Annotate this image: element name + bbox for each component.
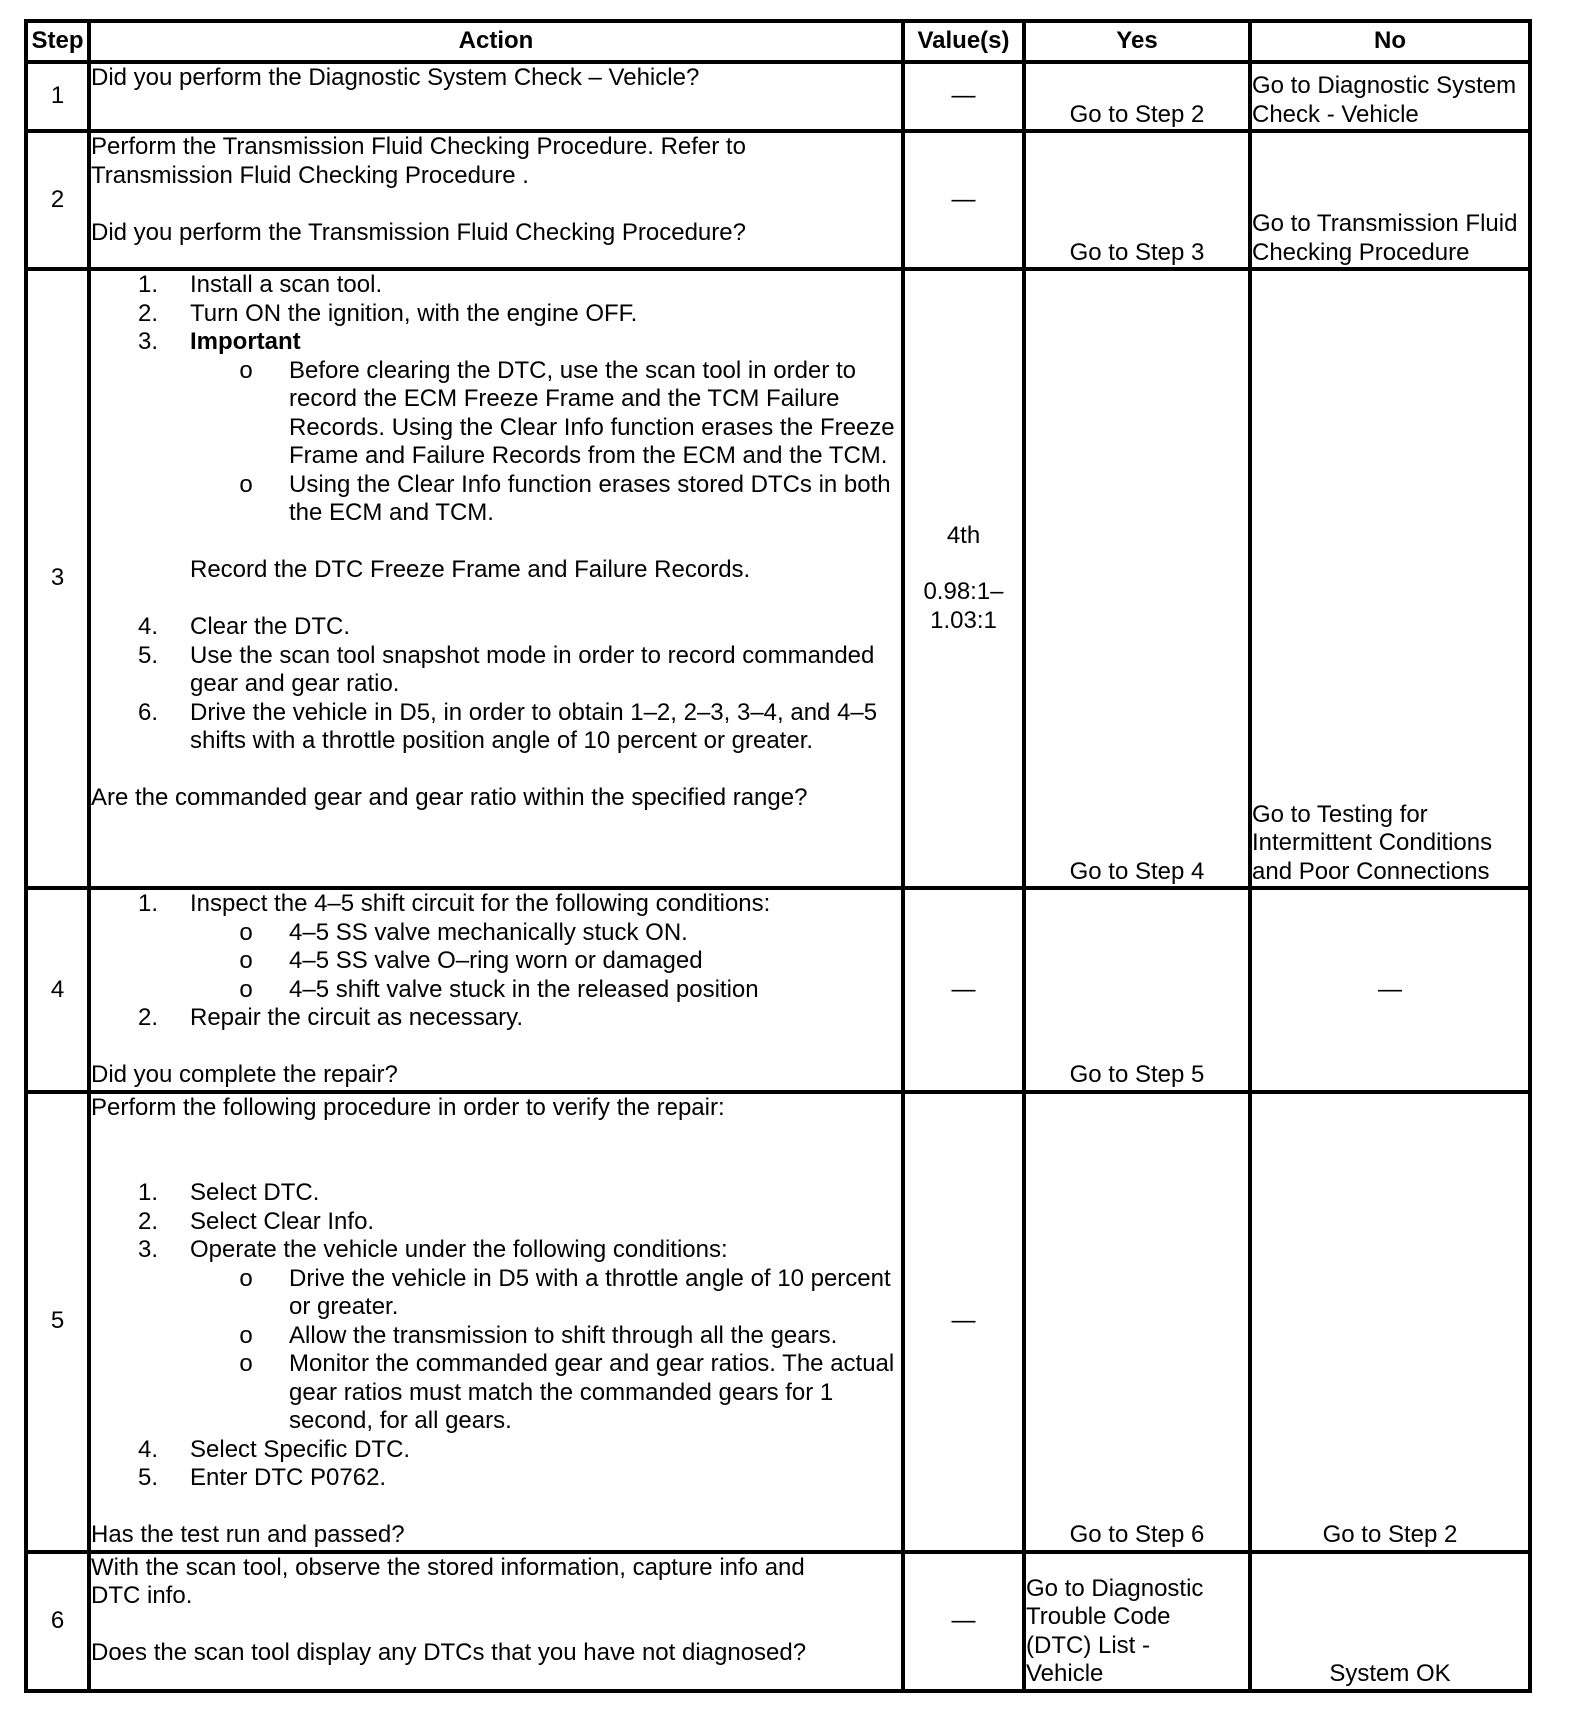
condition-sublist <box>91 1265 901 1436</box>
value-cell <box>903 269 1024 888</box>
list-item: 2. Turn ON the ignition, with the engine OFF. <box>137 299 638 327</box>
yes-link[interactable]: Go to Step 2 <box>1024 62 1250 131</box>
list-item: 1. Select DTC. <box>137 1179 320 1206</box>
value-ratio: 0.98:1–1.03:1 <box>923 578 1004 634</box>
action-intro: With the scan tool, observe the stored information, capture info and DTC info. <box>91 1553 805 1609</box>
action-question: Did you perform the Diagnostic System Check – Vehicle? <box>91 64 700 91</box>
step-row-1 <box>26 62 1530 131</box>
value-cell: — <box>903 888 1024 1092</box>
step-row-6 <box>26 1552 1530 1691</box>
action-question: Are the commanded gear and gear ratio within the specified range? <box>91 784 808 811</box>
list-item: 2. Repair the circuit as necessary. <box>137 1004 524 1031</box>
procedure-list <box>91 271 901 528</box>
yes-link[interactable]: Go to Step 3 <box>1024 131 1250 269</box>
list-item-important: 3. Important o Before clearing the DTC, use the scan tool in order to record the ECM Freeze Frame and the TCM Failure Records. Using the Clear Info function erases the Freeze Frame and Failure Records from the ECM and the TCM. o Using the Clear Info function erases stored DTCs in both the ECM and TCM. <box>91 328 901 528</box>
procedure-list <box>91 613 901 756</box>
header-step: Step <box>26 21 89 62</box>
important-sublist <box>91 357 901 528</box>
no-link[interactable]: Go to Testing for Intermittent Conditions and Poor Connections <box>1250 269 1530 888</box>
list-item: 2. Select Clear Info. <box>137 1207 375 1235</box>
action-cell <box>89 1092 903 1552</box>
header-action: Action <box>89 21 903 62</box>
procedure-list <box>91 890 901 1033</box>
step-number: 5 <box>26 1092 89 1552</box>
no-link[interactable]: Go to Step 2 <box>1250 1092 1530 1552</box>
action-question: Has the test run and passed? <box>91 1521 405 1548</box>
list-item: 1. Inspect the 4–5 shift circuit for the following conditions: o 4–5 SS valve mechanically stuck ON. o 4–5 SS valve O–ring worn or damaged o 4–5 shift valve stuck in the released position <box>91 890 901 1004</box>
value-gear: 4th <box>946 521 981 549</box>
sub-item: o 4–5 SS valve mechanically stuck ON. <box>239 918 688 946</box>
action-cell <box>89 888 903 1092</box>
step-row-3 <box>26 269 1530 888</box>
diagnostic-table <box>24 19 1532 1693</box>
condition-sublist <box>91 919 901 1005</box>
step-row-2 <box>26 131 1530 269</box>
value-cell: — <box>903 131 1024 269</box>
sub-item: o Monitor the commanded gear and gear ratios. The actual gear ratios must match the commanded gears for 1 second, for all gears. <box>239 1350 895 1434</box>
value-cell: — <box>903 1552 1024 1691</box>
sub-item: o Before clearing the DTC, use the scan tool in order to record the ECM Freeze Frame and the TCM Failure Records. Using the Clear Info function erases the Freeze Frame and Failure Records from the ECM and the TCM. <box>239 356 895 469</box>
action-intro: Perform the following procedure in order to verify the repair: <box>91 1093 725 1121</box>
sub-item: o 4–5 SS valve O–ring worn or damaged <box>239 947 703 974</box>
step-number: 4 <box>26 888 89 1092</box>
list-item: 4. Clear the DTC. <box>137 613 351 640</box>
action-question: Does the scan tool display any DTCs that you have not diagnosed? <box>91 1639 807 1666</box>
list-item: 3. Operate the vehicle under the following conditions: o Drive the vehicle in D5 with a throttle angle of 10 percent or greater. o Allow the transmission to shift through all the gears. o Monitor the commanded gear and gear ratios. The actual gear ratios must match the commanded gears for 1 second, for all gears. <box>91 1236 901 1436</box>
action-question: Did you perform the Transmission Fluid Checking Procedure? <box>91 218 746 246</box>
yes-link[interactable]: Go to Step 4 <box>1024 269 1250 888</box>
header-no: No <box>1250 21 1530 62</box>
no-link[interactable]: Go to Diagnostic System Check - Vehicle <box>1250 62 1530 131</box>
action-cell <box>89 269 903 888</box>
yes-link[interactable]: Go to Step 6 <box>1024 1092 1250 1552</box>
list-item: 5. Enter DTC P0762. <box>137 1464 387 1491</box>
no-value: System OK <box>1250 1552 1530 1691</box>
list-item: 4. Select Specific DTC. <box>137 1435 411 1463</box>
step-number: 3 <box>26 269 89 888</box>
yes-link[interactable]: Go to Diagnostic Trouble Code (DTC) List - Vehicle <box>1024 1552 1250 1691</box>
header-values: Value(s) <box>903 21 1024 62</box>
action-cell <box>89 62 903 131</box>
step-number: 1 <box>26 62 89 131</box>
list-item: 5. Use the scan tool snapshot mode in order to record commanded gear and gear ratio. <box>137 641 875 697</box>
header-yes: Yes <box>1024 21 1250 62</box>
record-note: Record the DTC Freeze Frame and Failure Records. <box>190 556 751 583</box>
procedure-list <box>91 1179 901 1493</box>
header-row <box>26 21 1530 62</box>
action-intro: Perform the Transmission Fluid Checking Procedure. Refer to Transmission Fluid Checking Procedure . <box>91 133 746 189</box>
step-number: 2 <box>26 131 89 269</box>
action-question: Did you complete the repair? <box>91 1061 398 1088</box>
sub-item: o Drive the vehicle in D5 with a throttle angle of 10 percent or greater. <box>239 1264 891 1320</box>
yes-link[interactable]: Go to Step 5 <box>1024 888 1250 1092</box>
step-row-5 <box>26 1092 1530 1552</box>
no-link[interactable]: Go to Transmission Fluid Checking Procedure <box>1250 131 1530 269</box>
sub-item: o Using the Clear Info function erases stored DTCs in both the ECM and TCM. <box>239 470 891 526</box>
value-cell: — <box>903 62 1024 131</box>
sub-item: o Allow the transmission to shift through all the gears. <box>239 1321 838 1349</box>
action-cell <box>89 1552 903 1691</box>
step-row-4 <box>26 888 1530 1092</box>
list-item: 6. Drive the vehicle in D5, in order to obtain 1–2, 2–3, 3–4, and 4–5 shifts with a throttle position angle of 10 percent or greater. <box>137 698 878 754</box>
list-item: 1. Install a scan tool. <box>137 271 383 298</box>
action-cell <box>89 131 903 269</box>
sub-item: o 4–5 shift valve stuck in the released position <box>239 975 759 1003</box>
no-value: — <box>1250 888 1530 1092</box>
value-cell: — <box>903 1092 1024 1552</box>
step-number: 6 <box>26 1552 89 1691</box>
